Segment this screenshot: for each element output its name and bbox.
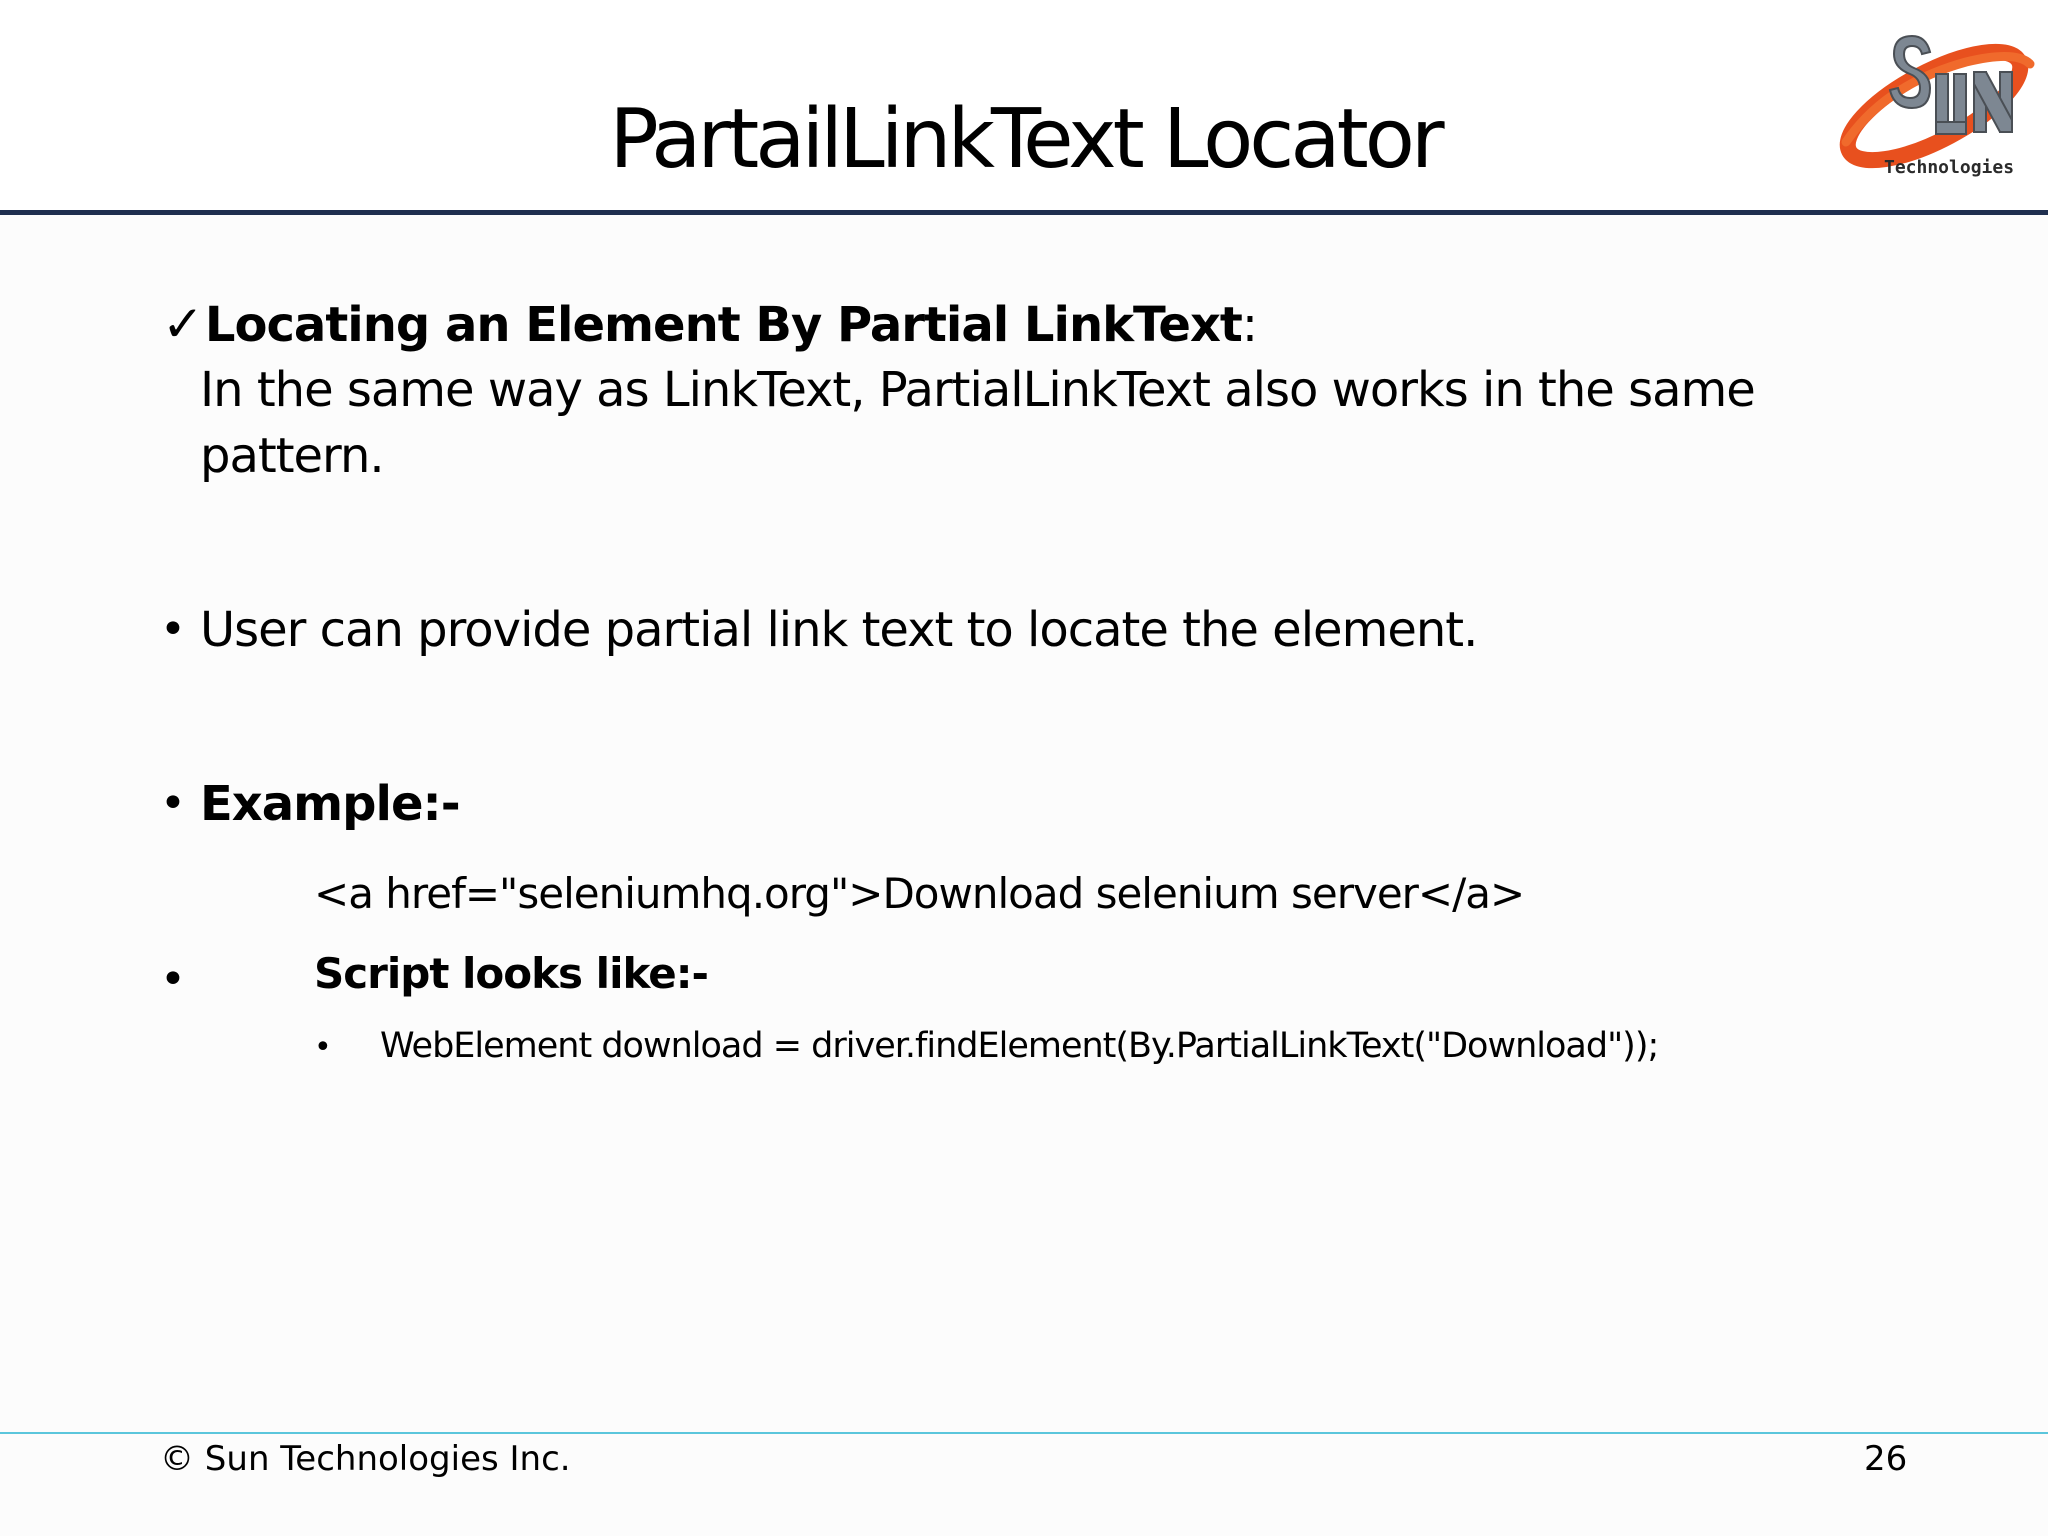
footer-copyright: © Sun Technologies Inc. bbox=[160, 1439, 571, 1479]
logo-caption: Technologies bbox=[1884, 157, 2015, 178]
paragraph-line-2: pattern. bbox=[200, 428, 384, 484]
bullet-icon: • bbox=[160, 604, 186, 655]
heading-text: Locating an Element By Partial LinkText bbox=[204, 297, 1242, 353]
footer-divider bbox=[0, 1432, 2048, 1434]
bullet-icon: • bbox=[160, 954, 186, 1005]
checkmark-icon: ✓ bbox=[162, 295, 203, 353]
example-html-code: <a href="seleniumhq.org">Download selenium server</a> bbox=[314, 869, 1525, 918]
bullet-text-example: Example:- bbox=[200, 776, 460, 832]
slide-title: PartailLinkText Locator bbox=[609, 92, 1441, 187]
paragraph-line-1: In the same way as LinkText, PartialLinkText also works in the same bbox=[200, 362, 1755, 418]
bullet-icon: • bbox=[160, 778, 186, 829]
bullet-text-partial-link: User can provide partial link text to locate the element. bbox=[200, 602, 1478, 658]
script-code-line: WebElement download = driver.findElement(By.PartialLinkText("Download")); bbox=[380, 1026, 1659, 1066]
sub-bullet-icon: • bbox=[314, 1030, 332, 1065]
heading-suffix: : bbox=[1241, 297, 1258, 353]
checked-heading bbox=[162, 292, 1257, 357]
page-number: 26 bbox=[1864, 1439, 1908, 1479]
script-label: Script looks like:- bbox=[314, 949, 708, 998]
